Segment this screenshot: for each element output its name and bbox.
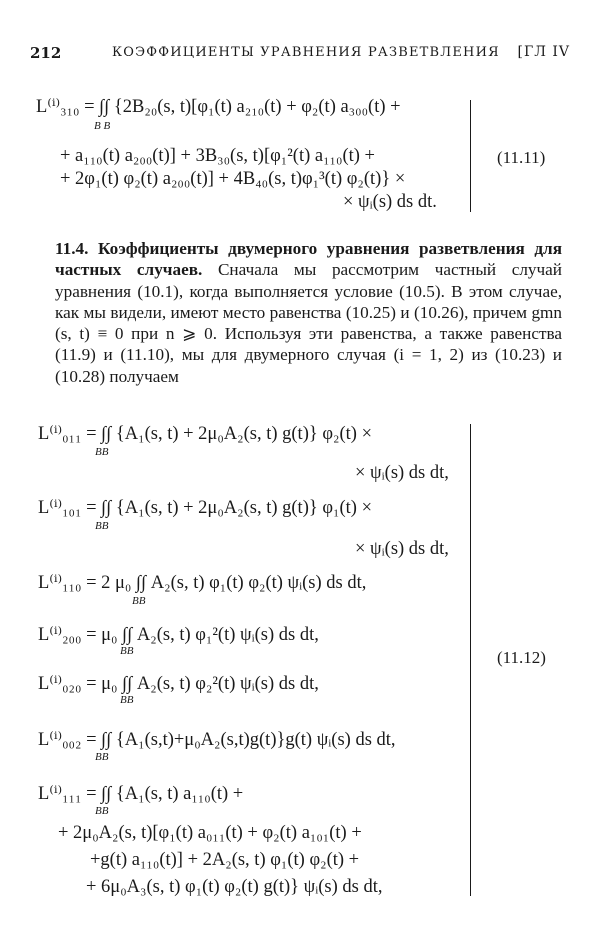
eq-11-12-line-L200: L⁽ⁱ⁾₂₀₀ = μ₀ ∫∫ A₂(s, t) φ₁²(t) ψᵢ(s) ds dt, <box>38 625 319 645</box>
page-number: 212 <box>30 44 62 62</box>
eq-11-12-line-L020: L⁽ⁱ⁾₀₂₀ = μ₀ ∫∫ A₂(s, t) φ₂²(t) ψᵢ(s) ds dt, <box>38 674 319 694</box>
eq-11-11-line-1: L⁽ⁱ⁾₃₁₀ = ∫∫ {2B₂₀(s, t)[φ₁(t) a₂₁₀(t) + φ₂(t) a₃₀₀(t) + <box>36 97 401 117</box>
eq-11-12-line-L011-cont: × ψᵢ(s) ds dt, <box>355 463 449 483</box>
eq-11-12-brace <box>470 424 477 896</box>
section-body: Сначала мы рассмотрим частный случай уравнения (10.1), когда выполняется условие (10.5). В этом случае, как мы видели, имеют место равенства (10.25) и (10.26), причем gmn (s, t) ≡ 0 при n ⩾ 0. Используя эти равенства, а также равенства (11.9) и (11.10), мы для двумерного случая (i = 1, 2) из (10.23) и (10.28) получаем <box>55 260 562 386</box>
section-heading: 11.4. Коэффициенты двумерного уравнения разветвления для частных случаев. <box>55 239 562 280</box>
eq-11-12-subscript-4: BB <box>120 645 134 657</box>
eq-11-12-line-L002: L⁽ⁱ⁾₀₀₂ = ∫∫ {A₁(s,t)+μ₀A₂(s,t)g(t)}g(t) ψᵢ(s) ds dt, <box>38 730 396 750</box>
eq-11-11-line-2: + a₁₁₀(t) a₂₀₀(t)] + 3B₃₀(s, t)[φ₁²(t) a₁₁₀(t) + <box>60 146 375 166</box>
eq-11-12-line-L101: L⁽ⁱ⁾₁₀₁ = ∫∫ {A₁(s, t) + 2μ₀A₂(s, t) g(t)} φ₁(t) × <box>38 498 373 518</box>
eq-11-12-number: (11.12) <box>497 648 546 667</box>
eq-11-12-line-L111-3: +g(t) a₁₁₀(t)] + 2A₂(s, t) φ₁(t) φ₂(t) + <box>90 850 360 870</box>
eq-11-11-number: (11.11) <box>497 148 546 167</box>
eq-11-12-line-L111: L⁽ⁱ⁾₁₁₁ = ∫∫ {A₁(s, t) a₁₁₀(t) + <box>38 784 244 804</box>
eq-11-12-line-L110: L⁽ⁱ⁾₁₁₀ = 2 μ₀ ∫∫ A₂(s, t) φ₁(t) φ₂(t) ψᵢ(s) ds dt, <box>38 573 367 593</box>
eq-11-12-subscript-1: BB <box>95 446 109 458</box>
running-title: КОЭФФИЦИЕНТЫ УРАВНЕНИЯ РАЗВЕТВЛЕНИЯ <box>112 45 500 60</box>
eq-11-12-subscript-7: BB <box>95 805 109 817</box>
eq-11-12-subscript-2: BB <box>95 520 109 532</box>
eq-11-12-subscript-5: BB <box>120 694 134 706</box>
eq-11-12-subscript-6: BB <box>95 751 109 763</box>
eq-11-11-integral-subscript: B B <box>94 120 111 132</box>
eq-11-12-line-L101-cont: × ψᵢ(s) ds dt, <box>355 539 449 559</box>
eq-11-11-line-4: × ψᵢ(s) ds dt. <box>343 192 437 212</box>
eq-11-11-line-3: + 2φ₁(t) φ₂(t) a₂₀₀(t)] + 4B₄₀(s, t)φ₁³(t) φ₂(t)} × <box>60 169 406 189</box>
eq-11-12-subscript-3: BB <box>132 595 146 607</box>
running-header <box>30 44 570 66</box>
eq-11-11-brace <box>470 100 477 212</box>
eq-11-12-line-L111-4: + 6μ₀A₃(s, t) φ₁(t) φ₂(t) g(t)} ψᵢ(s) ds dt, <box>86 877 383 897</box>
chapter-label: [ГЛ IV <box>517 44 570 60</box>
section-11-4-paragraph <box>55 238 562 387</box>
eq-11-12-line-L111-2: + 2μ₀A₂(s, t)[φ₁(t) a₀₁₁(t) + φ₂(t) a₁₀₁(t) + <box>58 823 362 843</box>
eq-11-12-line-L011: L⁽ⁱ⁾₀₁₁ = ∫∫ {A₁(s, t) + 2μ₀A₂(s, t) g(t)} φ₂(t) × <box>38 424 373 444</box>
